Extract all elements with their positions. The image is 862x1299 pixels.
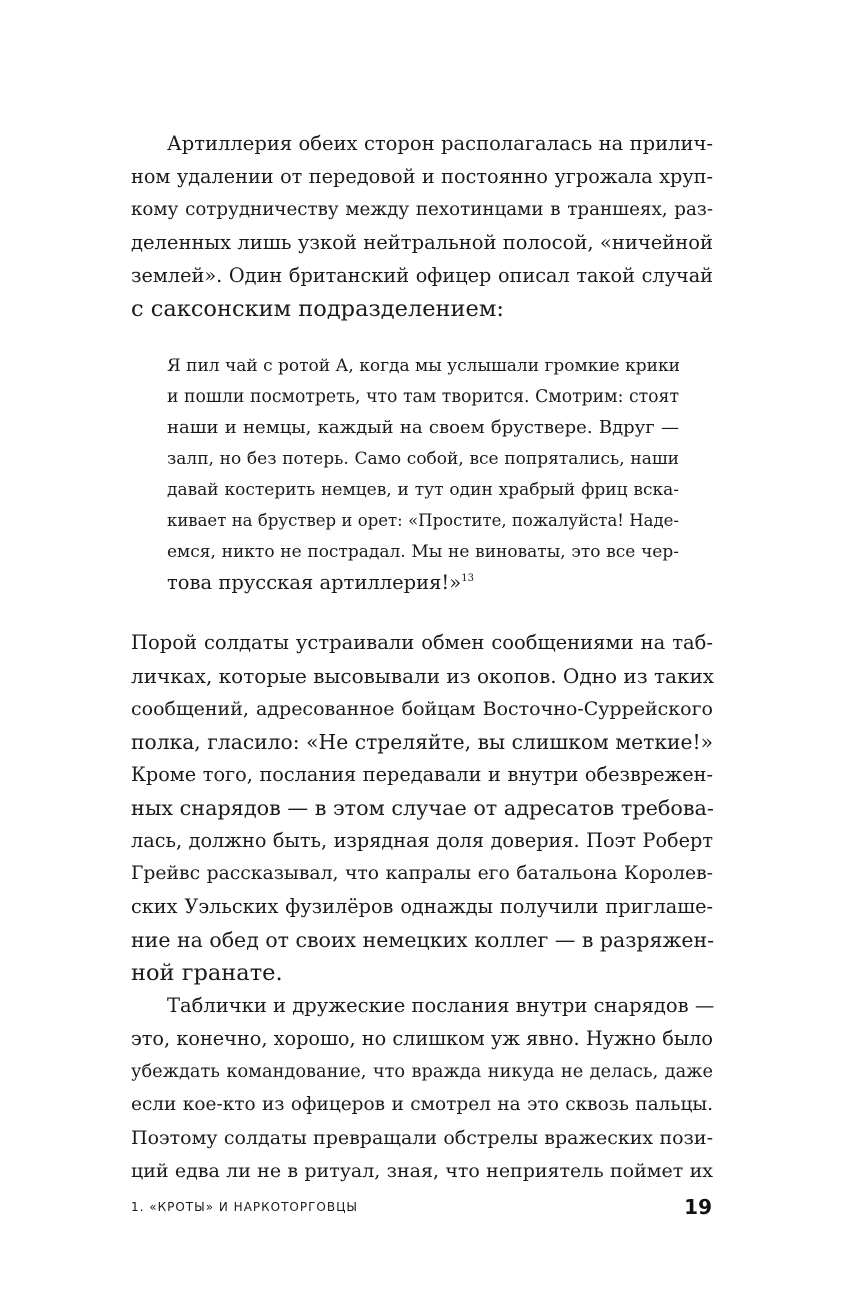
paragraph-2-line: полка, гласило: «Не стреляйте, вы слишком меткие!» (131, 730, 713, 754)
footnote-marker[interactable]: 13 (461, 573, 474, 584)
paragraph-2-line: ных снарядов — в этом случае от адресатов требова- (131, 796, 714, 820)
quote-line: давай костерить немцев, и тут один храбрый фриц вска- (167, 480, 679, 500)
paragraph-2-line: ной гранате. (131, 960, 283, 986)
paragraph-1-line: кому сотрудничеству между пехотинцами в траншеях, раз- (131, 199, 713, 220)
paragraph-1-line: с саксонским подразделением: (131, 296, 504, 322)
quote-line-text: това прусская артиллерия!» (167, 571, 462, 594)
quote-line: емся, никто не пострадал. Мы не виноваты, это все чер- (167, 542, 679, 562)
paragraph-2-line: ских Уэльских фузилёров однажды получили приглаше- (131, 895, 713, 918)
paragraph-1-line: землей». Один британский офицер описал такой случай (131, 264, 713, 287)
paragraph-3-line: это, конечно, хорошо, но слишком уж явно. Нужно было (131, 1027, 713, 1050)
paragraph-2-line: лась, должно быть, изрядная доля доверия. Поэт Роберт (131, 829, 713, 852)
paragraph-3-line: Поэтому солдаты превращали обстрелы вражеских пози- (131, 1127, 713, 1149)
quote-line: залп, но без потерь. Само собой, все попрятались, наши (167, 449, 679, 469)
quote-line: кивает на бруствер и орет: «Простите, пожалуйста! Наде- (167, 511, 679, 530)
paragraph-2-line: Порой солдаты устраивали обмен сообщениями на таб- (131, 631, 713, 654)
paragraph-3-line: если кое-кто из офицеров и смотрел на это сквозь пальцы. (131, 1094, 713, 1115)
quote-last-line (167, 568, 679, 598)
paragraph-3-line: Таблички и дружеские послания внутри снарядов — (167, 994, 715, 1017)
paragraph-2-line: сообщений, адресованное бойцам Восточно-Суррейского (131, 698, 713, 720)
quote-line: и пошли посмотреть, что там творится. Смотрим: стоят (167, 387, 679, 407)
paragraph-1-line: ном удалении от передовой и постоянно угрожала хруп- (131, 165, 713, 188)
quote-line: Я пил чай с ротой А, когда мы услышали громкие крики (167, 356, 680, 376)
paragraph-1-line: деленных лишь узкой нейтральной полосой, «ничейной (131, 231, 713, 254)
running-footer-chapter-title: 1. «КРОТЫ» И НАРКОТОРГОВЦЫ (131, 1200, 359, 1214)
paragraph-2-line: личках, которые высовывали из окопов. Одно из таких (131, 664, 715, 688)
paragraph-1-line: Артиллерия обеих сторон располагалась на прилич- (167, 132, 713, 155)
paragraph-3-line: ций едва ли не в ритуал, зная, что неприятель поймет их (131, 1160, 713, 1182)
paragraph-2-line: ние на обед от своих немецких коллег — в разряжен- (131, 928, 715, 952)
quote-line: наши и немцы, каждый на своем бруствере. Вдруг — (167, 417, 679, 438)
paragraph-2-line: Кроме того, послания передавали и внутри обезврежен- (131, 763, 713, 786)
paragraph-2-line: Грейвс рассказывал, что капралы его батальона Королев- (131, 863, 713, 884)
paragraph-3-line: убеждать командование, что вражда никуда не делась, даже (131, 1062, 713, 1082)
page-number: 19 (684, 1195, 712, 1219)
